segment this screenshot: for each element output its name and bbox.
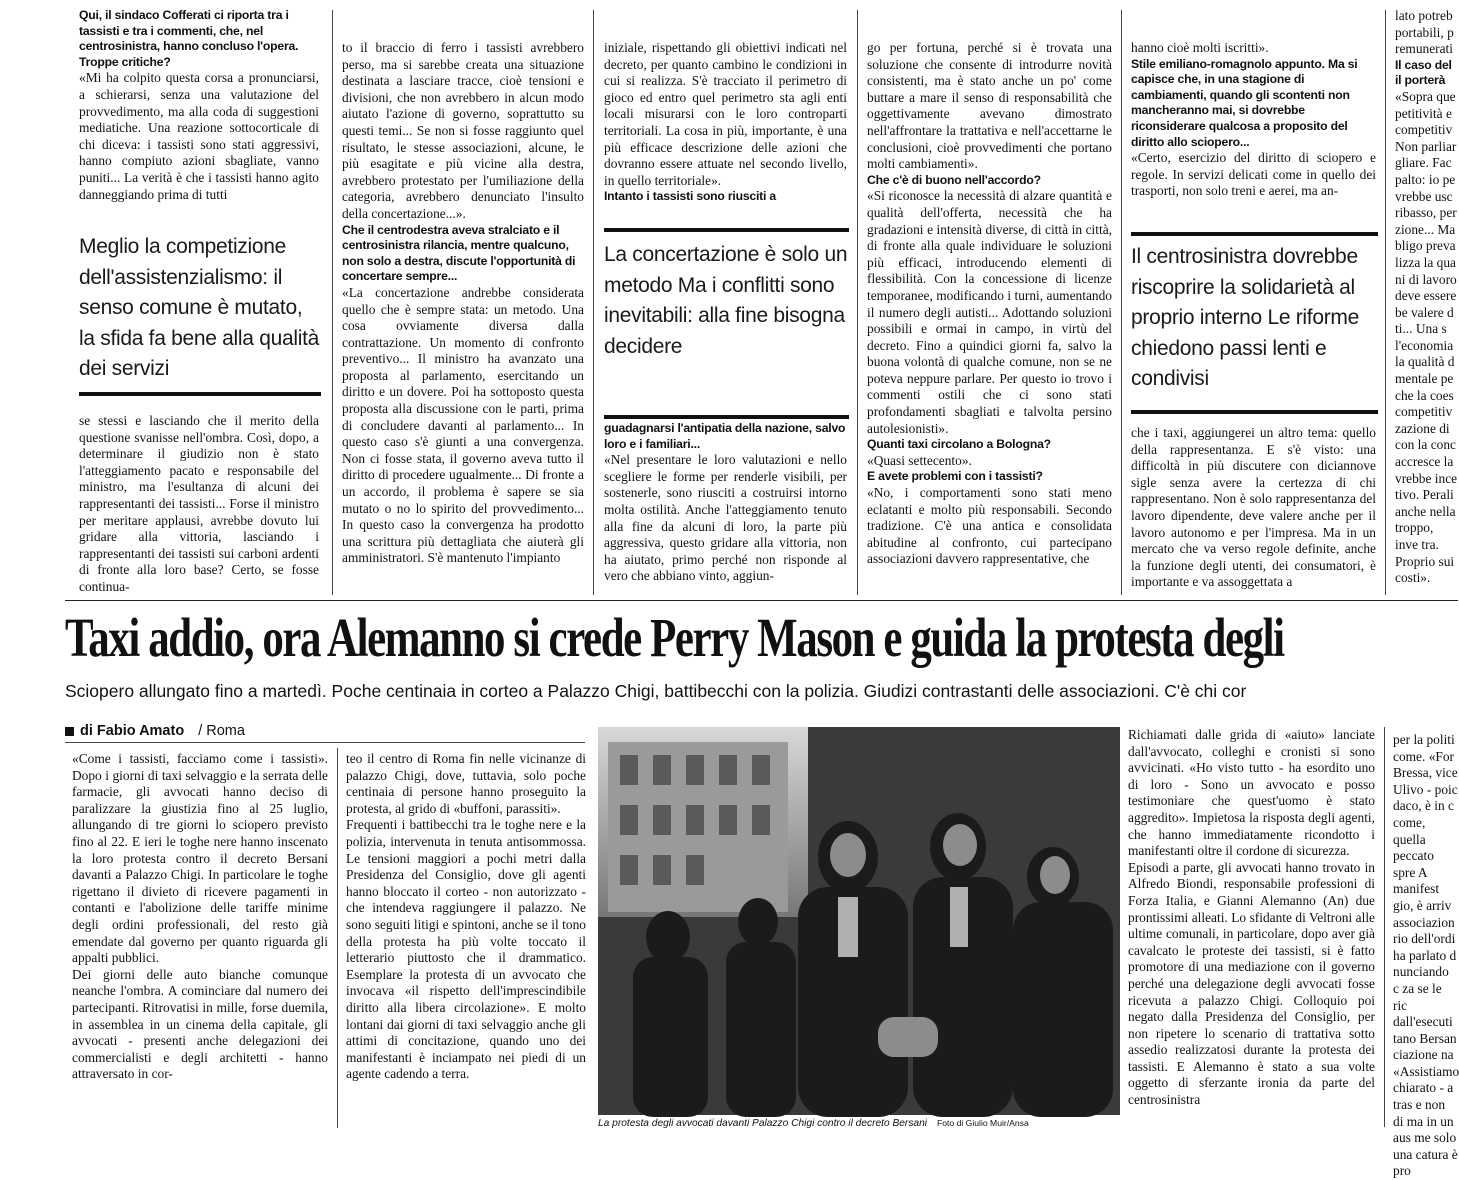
byline-rule xyxy=(65,742,585,743)
column-text: «La concertazione andrebbe considerata quello che è sempre stata: un metodo. Una cosa ovviamente diversa dalla contrattazione. Un momento di confronto preventivo... Il ministro ha avanzato una proposta al parlamento, esercitando un diritto e un dovere. Poi ha sottoposto questa proposta alla discussione con le parti, prima di concludere davanti al parlamento... In questo caso s'è giunti a una convergenza. Non ci fosse stata, il governo aveva tutto il diritto di procedere ugualmente... Di fronte a un accordo, il problema è sapere se sia mutato o no lo spirito del provvedimento... In questo caso la convergenza ha prodotto una scrittura più dettagliata che aiuterà gli amministratori. S'è mantenuto l'impianto xyxy=(342,284,584,566)
column-text: Episodi a parte, gli avvocati hanno trovato in Alfredo Biondi, responsabile professioni di Forza Italia, e Gianni Alemanno (An) due prontissimi alleati. Lo sfidante di Veltroni alle ultime comunali, in particolare, dopo aver già cavalcato le proteste dei tassisti, si è fatto promotore di una mediazione con il governo perché una delegazione degli avvocati fosse ricevuta a palazzo Chigi. Colloquio poi negato dalla Presidenza del Consiglio, per non ripetere lo scenario di trattativa sotto assedio realizzatosi durante la protesta dei tassisti. E Alemanno è stato a sua volte oggetto di sferzante ironia da parte del centrosinistra xyxy=(1128,859,1375,1108)
upper-column-6-clipped xyxy=(1395,8,1458,596)
upper-column-5 xyxy=(1131,40,1376,225)
interview-question: Intanto i tassisti sono riusciti a xyxy=(604,189,776,204)
column-text: Frequenti i battibecchi tra le toghe nere e la polizia, intervenuta in tenuta antisommossa. Le tensioni maggiori a pochi metri dalla Presidenza del Consiglio, dove gli agenti hanno bloccato il corteo - non autorizzato - che intendeva raggiungere il palazzo. Ne sono seguiti litigi e spintoni, anche se il tono della protesta ha più volte toccato il letterario piuttosto che il drammatico. Esemplare la protesta di un avvocato che invocava «il rispetto dell'imprescindibile diritto alla libera circolazione». E molto lontani dai giorni di taxi selvaggio anche gli attimi di concitazione, quando uno dei manifestanti è inciampato nei piedi di un agente cadendo a terra. xyxy=(346,817,586,1082)
column-text: lato potreb portabili, p remunerati xyxy=(1395,8,1454,57)
column-text: se stessi e lasciando che il merito della questione svanisse nell'ombra. Così, dopo, a determinare il giudizio non è stato l'atteggiamento pacato e responsabile del ministro, ma l'esultanza di alcuni dei rappresentanti dei tassisti... Forse il ministro per meritare applausi, avrebbe dovuto lui gridare alla vittoria, lasciando i rappresentanti dei tassisti sui carboni ardenti di fronte alla loro base? Certo, se fosse continua- xyxy=(79,413,319,594)
pull-quote-centrosinistra: Il centrosinistra dovrebbe riscoprire la solidarietà al proprio interno Le riforme chiedono passi lenti e condivisi xyxy=(1131,232,1378,414)
upper-column-4 xyxy=(867,40,1112,596)
column-rule xyxy=(1384,727,1385,1127)
column-rule xyxy=(857,10,858,595)
column-rule xyxy=(332,10,333,595)
column-rule xyxy=(593,10,594,595)
byline-square-icon xyxy=(65,727,74,736)
interview-question: Quanti taxi circolano a Bologna? xyxy=(867,437,1051,452)
column-rule xyxy=(1385,10,1386,595)
byline-city: / Roma xyxy=(198,723,245,739)
section-divider xyxy=(65,600,1458,601)
article-column-4 xyxy=(1128,727,1375,1127)
photo-caption xyxy=(598,1117,1120,1130)
column-rule xyxy=(1121,10,1122,595)
headline-container xyxy=(65,608,1458,672)
protest-photo xyxy=(598,727,1120,1115)
column-text: hanno cioè molti iscritti». xyxy=(1131,40,1269,55)
interview-question: Qui, il sindaco Cofferati ci riporta tra i tassisti e tra i commenti, che, nel centrosinistra, hanno concluso l'opera. Troppe critiche? xyxy=(79,8,299,69)
column-text: Richiamati dalle grida di «aiuto» lanciate dall'avvocato, colleghi e cronisti si sono avvicinati. «Ho visto tutto - ha esordito uno di loro - Sono un avvocato e posso testimoniare che quest'uomo è stato aggredito». Impietosa la risposta degli agenti, che hanno immediatamente ricondotto i manifestanti oltre il cordone di sicurezza. xyxy=(1128,727,1375,859)
column-text: «Nel presentare le loro valutazioni e nello scegliere le forme per renderle visibili, per sostenerle, sono riusciti a costruirsi intorno molta ostilità. Anche l'atteggiamento tenuto alla fine da alcuni di loro, la parte più aggressiva, questo gridare alla vittoria, non ha aiutato, primo perché non risponde al vero che abbiano vinto, aggiun- xyxy=(604,452,847,584)
column-text: teo il centro di Roma fin nelle vicinanze di palazzo Chigi, dove, tuttavia, solo poche centinaia di persone hanno proseguito la protesta, al grido di «buffoni, parassiti». xyxy=(346,751,586,816)
article-column-5-clipped xyxy=(1393,732,1459,1179)
upper-column-5-continued xyxy=(1131,425,1376,596)
interview-question: Il caso del il porterà xyxy=(1395,57,1452,88)
column-text: «Certo, esercizio del diritto di sciopero e regole. In servizi delicati come in quello dei trasporti, non solo treni e aerei, ma an- xyxy=(1131,150,1376,199)
protest-photo-illustration xyxy=(598,727,1120,1115)
article-column-2 xyxy=(346,751,586,1126)
column-text: Dei giorni delle auto bianche comunque neanche l'ombra. A cominciare dal numero dei partecipanti. Ritrovatisi in mille, forse duemila, in assemblea in un cinema della capitale, gli avvocati - presenti anche delegazioni dei commercialisti e degli architetti - hanno attraversato in cor- xyxy=(72,966,328,1082)
pull-quote-concertazione: La concertazione è solo un metodo Ma i conflitti sono inevitabili: alla fine bisogna decidere xyxy=(604,228,849,419)
headline: Taxi addio, ora Alemanno si crede Perry Mason e guida la protesta degli xyxy=(65,607,1284,668)
pull-quote-competizione: Meglio la competizione dell'assistenzialismo: il senso comune è mutato, la sfida fa bene alla qualità dei servizi xyxy=(79,232,321,396)
subheadline: Sciopero allungato fino a martedì. Poche centinaia in corteo a Palazzo Chigi, battibecchi con la polizia. Giudizi contrastanti delle associazioni. C'è chi cor xyxy=(65,681,1247,701)
column-text: «Mi ha colpito questa corsa a pronunciarsi, a schierarsi, senza una valutazione del provvedimento, ma alla coda di suggestioni mediatiche. Una reazione sottocorticale di chi diceva: i tassisti sono stati aggressivi, hanno compiuto azioni sbagliate, vanno puniti... La verità è che i tassisti hanno agito danneggiando prima di tutti xyxy=(79,70,319,202)
column-text: «No, i comportamenti sono stati meno eclatanti e molto più responsabili. Secondo tradizione. C'è una antica e consolidata abitudine al confronto, cui partecipano associazioni davvero rappresentative, che xyxy=(867,485,1112,567)
upper-column-1-continued xyxy=(79,413,319,593)
column-text: «Quasi settecento». xyxy=(867,452,972,468)
photo-credit: Foto di Giulio Muir/Ansa xyxy=(937,1118,1029,1128)
column-text: «Si riconosce la necessità di alzare quantità e qualità dell'offerta, necessità che ha gradazioni e intensità diverse, di città in città, di fronte alla quale individuare le soluzioni più efficaci, introducendo elementi di flessibilità. Con la concessione di licenze temporanee, modificando i turni, aumentando il numero degli autisti... Adottando soluzioni possibili e ormai in campo, in virtù del decreto. Fino a quindici giorni fa, salvo la buona volontà di qualche comune, non se ne poteva neppure parlare. Per questo io trovo i commenti ostili che ci sono stati profondamenti sbagliati e talvolta persino autolesionisti». xyxy=(867,188,1112,436)
upper-column-2 xyxy=(342,40,584,596)
column-rule xyxy=(337,748,338,1128)
interview-question: guadagnarsi l'antipatia della nazione, salvo loro e i familiari... xyxy=(604,421,846,451)
photo-caption-text: La protesta degli avvocati davanti Palazzo Chigi contro il decreto Bersani xyxy=(598,1118,928,1129)
article-column-1 xyxy=(72,751,328,1126)
interview-question: Stile emiliano-romagnolo appunto. Ma si capisce che, in una stagione di cambiamenti, quando gli scontenti non mancheranno mai, si dovrebbe riconsiderare qualcosa a proposito del diritto allo sciopero... xyxy=(1131,56,1358,149)
upper-column-1 xyxy=(79,8,319,220)
column-text: iniziale, rispettando gli obiettivi indicati nel decreto, per quanto cambino le condizioni in cui si realizza. S'è tracciato il perimetro di gioco ed entro quel perimetro sta agli enti locali misurarsi con le loro controparti territoriali. La cosa in più, importante, è una più efficace descrizione delle azioni che dovranno essere attuate nel secondo livello, in quello territoriale». xyxy=(604,40,847,188)
column-text: «Sopra que petitività e competitiv Non parliar gliare. Fac palto: io pe vrebbe usc ribasso, per zione... Ma bligo preva lizza la qua ni di lavoro deve essere be valere d ti... Una s l'economia la qualità d mentale pe che la coes competitiv zazione di con la conc accresce la vrebbe ince tivo. Perali anche nella troppo, inve tra. Proprio sui costi». xyxy=(1395,88,1458,586)
byline-author: di Fabio Amato xyxy=(80,723,185,739)
upper-column-3-continued xyxy=(604,421,847,596)
column-text: per la politi come. «For Bressa, vice Ulivo - poic daco, è in c come, quella peccato spre A manifest gio, è arriv associazion rio dell'ordi ha parlato d nunciando c za se le ric dall'esecuti tano Bersan ciazione na «Assistiamo chiarato - a tras e non di ma in un aus me solo una catura è pro xyxy=(1393,732,1459,1179)
column-text: «Come i tassisti, facciamo come i tassisti». Dopo i giorni di taxi selvaggio e la serrata delle farmacie, gli avvocati hanno deciso di paralizzare la giustizia fino al 25 luglio, allungando di tre giorni lo sciopero previsto fino al 22. E ieri le toghe nere hanno inscenato la loro protesta contro il decreto Bersani davanti a Palazzo Chigi. In particolare le toghe rigettano il divieto di ricevere pagamenti in contanti e l'abolizione delle tariffe minime degli ordini professionali, del resto già emendate dal governo per quanto riguarda gli appalti pubblici. xyxy=(72,751,328,966)
upper-column-3 xyxy=(604,40,847,220)
interview-question: Che il centrodestra aveva stralciato e il centrosinistra rilancia, mentre qualcuno, non solo a destra, discute l'opportunità di concertare sempre... xyxy=(342,222,576,284)
column-text: go per fortuna, perché si è trovata una soluzione che consente di introdurre novità consistenti, ma è stato anche un po' come buttare a mare il senso di responsabilità che oggettivamente avevano dimostrato nell'affrontare la trattativa e nell'accettarne le conclusioni, cioè provvedimenti che portano molti cambiamenti». xyxy=(867,40,1112,172)
column-text: che i taxi, aggiungerei un altro tema: quello della rappresentanza. E s'è visto: una difficoltà in più discutere con diciannove sigle senza avere la certezza di chi rappresentano. Non è solo rappresentanza del lavoro dipendente, deve valere anche per il lavoro autonomo e per l'impresa. Ma in un mercato che va verso regole definite, anche la funzione degli utenti, dei consumatori, è importante e va assoggettata a xyxy=(1131,425,1376,590)
interview-question: Che c'è di buono nell'accordo? xyxy=(867,172,1041,187)
byline xyxy=(65,722,245,740)
column-text: to il braccio di ferro i tassisti avrebbero perso, ma si sarebbe creata una situazione destinata a lasciare tracce, cioè tensioni e divisioni, che non avrebbero in alcun modo aiutato l'azione di governo, soprattutto su questi temi... Se non si fosse raggiunto quel risultato, le stesse associazioni, alcune, le più esagitate e più vicine alla destra, avrebbero protestato per l'umiliazione della categoria, avrebbero denunciato l'insulto della concertazione...». xyxy=(342,40,584,221)
interview-question: E avete problemi con i tassisti? xyxy=(867,469,1043,484)
